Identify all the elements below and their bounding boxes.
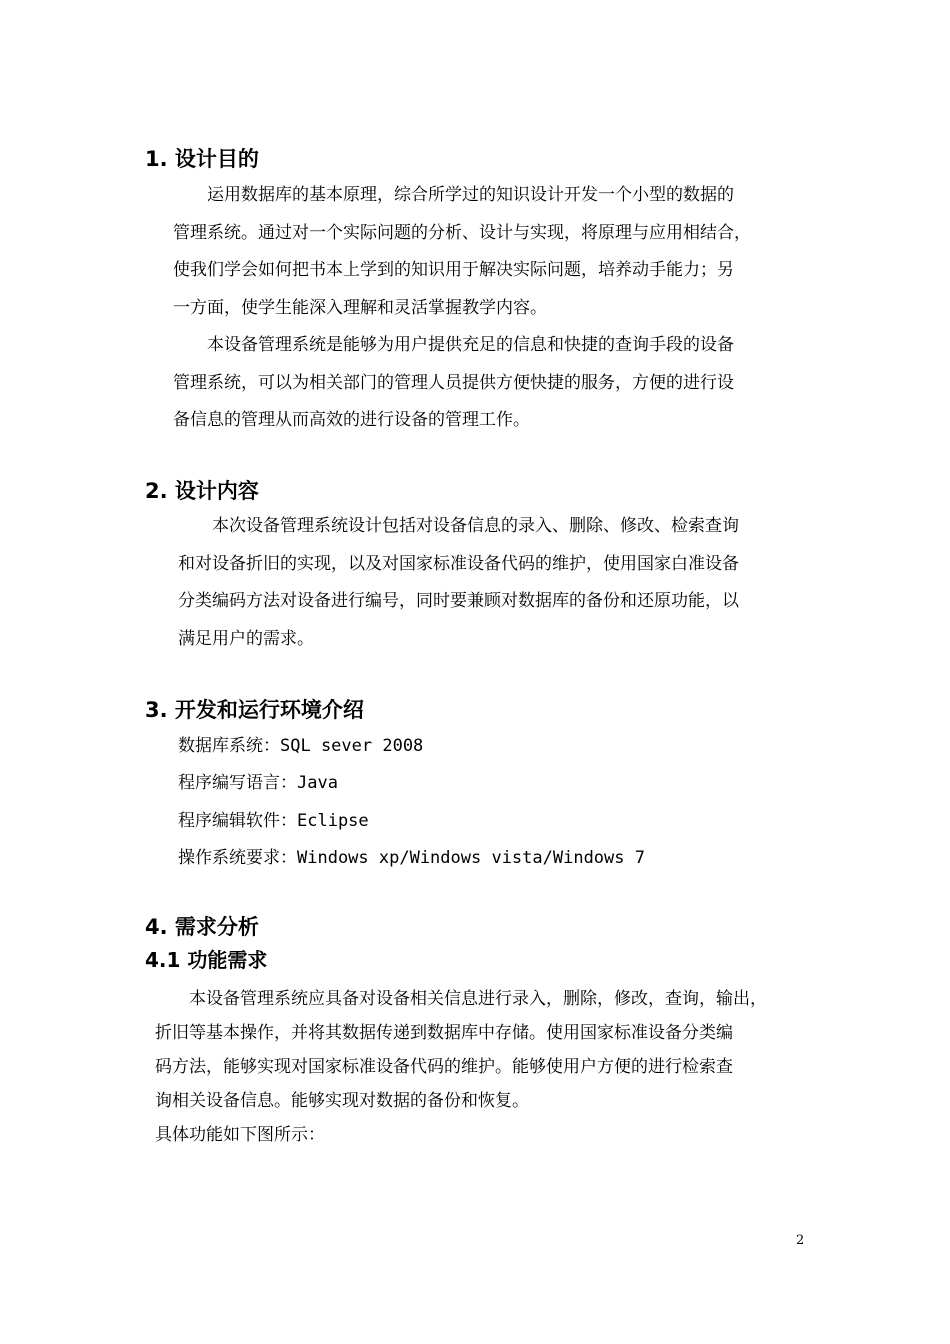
section-3-title: 3. 开发和运行环境介绍 bbox=[145, 698, 364, 722]
text-line: 满足用户的需求。 bbox=[178, 628, 314, 649]
env-os: 操作系统要求：Windows xp/Windows vista/Windows 7 bbox=[178, 848, 645, 868]
text-line: 使我们学会如何把书本上学到的知识用于解决实际问题，培养动手能力；另 bbox=[173, 260, 734, 280]
env-language: 程序编写语言：Java bbox=[178, 773, 338, 793]
section-2-title: 2. 设计内容 bbox=[145, 479, 259, 503]
text-line: 和对设备折旧的实现，以及对国家标准设备代码的维护，使用国家白准设备 bbox=[178, 553, 739, 574]
text-line: 分类编码方法对设备进行编号，同时要兼顾对数据库的备份和还原功能，以 bbox=[178, 591, 739, 611]
text-line: 折旧等基本操作，并将其数据传递到数据库中存储。使用国家标准设备分类编 bbox=[155, 1023, 733, 1043]
text-line: 询相关设备信息。能够实现对数据的备份和恢复。 bbox=[155, 1091, 529, 1111]
text-line: 本设备管理系统应具备对设备相关信息进行录入，删除，修改，查询，输出， bbox=[155, 989, 767, 1009]
env-editor: 程序编辑软件：Eclipse bbox=[178, 811, 369, 831]
text-line: 备信息的管理从而高效的进行设备的管理工作。 bbox=[173, 410, 530, 430]
section-4-title: 4. 需求分析 bbox=[145, 915, 259, 939]
section-1-title: 1. 设计目的 bbox=[145, 147, 259, 171]
text-line: 管理系统，可以为相关部门的管理人员提供方便快捷的服务，方便的进行设 bbox=[173, 372, 734, 393]
page-number: 2 bbox=[796, 1233, 805, 1248]
text-line: 管理系统。通过对一个实际问题的分析、设计与实现，将原理与应用相结合， bbox=[173, 222, 751, 243]
text-line: 一方面，使学生能深入理解和灵活掌握教学内容。 bbox=[173, 297, 547, 318]
text-line: 本设备管理系统是能够为用户提供充足的信息和快捷的查询手段的设备 bbox=[173, 335, 734, 355]
section-1-paragraph-2 bbox=[173, 327, 807, 440]
section-4-1-subtitle: 4.1 功能需求 bbox=[145, 948, 268, 972]
section-4-paragraph bbox=[155, 982, 808, 1118]
section-1-paragraph-1 bbox=[173, 177, 807, 327]
figure-intro-text: 具体功能如下图所示： bbox=[155, 1125, 325, 1145]
env-database: 数据库系统：SQL sever 2008 bbox=[178, 736, 424, 756]
text-line: 码方法，能够实现对国家标准设备代码的维护。能够使用户方便的进行检索查 bbox=[155, 1057, 733, 1077]
text-line: 运用数据库的基本原理，综合所学过的知识设计开发一个小型的数据的 bbox=[173, 185, 734, 205]
section-2-paragraph bbox=[178, 508, 808, 658]
text-line: 本次设备管理系统设计包括对设备信息的录入、删除、修改、检索查询 bbox=[178, 516, 739, 536]
